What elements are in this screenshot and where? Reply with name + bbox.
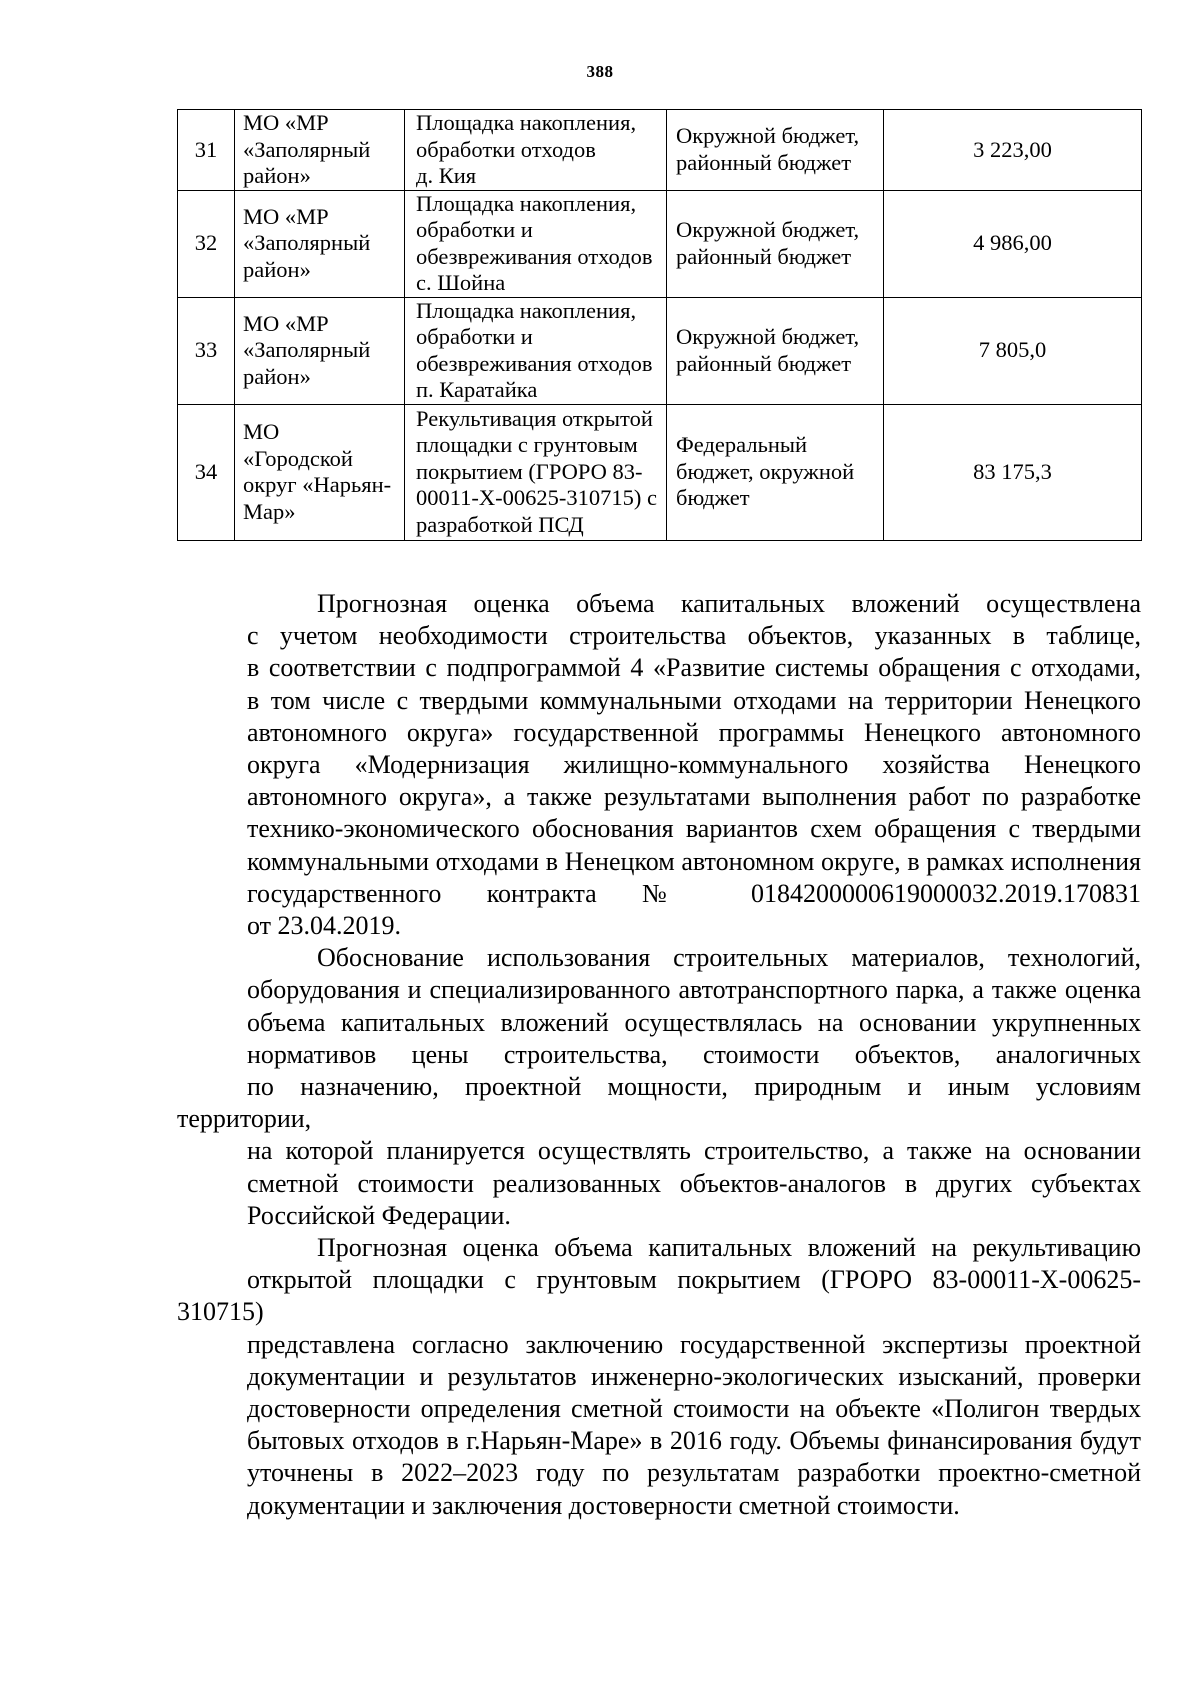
text-line: представлена согласно заключению государственной экспертизы проектной <box>247 1329 1141 1359</box>
paragraph <box>177 942 1141 1232</box>
text-line: автономного округа», а также результатами выполнения работ по разработке <box>247 782 1141 812</box>
text-line: документации и результатов инженерно-экологических изысканий, проверки <box>247 1361 1141 1391</box>
text-line: по назначению, проектной мощности, природным и иным условиям территории, <box>177 1072 1141 1134</box>
municipality-cell: МО «МР «Заполярный район» <box>235 190 405 297</box>
text-line: нормативов цены строительства, стоимости объектов, аналогичных <box>247 1039 1141 1069</box>
budget-source-cell: Окружной бюджет, районный бюджет <box>667 190 884 297</box>
row-number: 31 <box>178 110 235 191</box>
object-cell: Площадка накопления, обработки отходов д. Кия <box>405 110 667 191</box>
text-line: от 23.04.2019. <box>247 911 402 941</box>
municipality-cell: МО «МР «Заполярный район» <box>235 110 405 191</box>
text-line: в соответствии с подпрограммой 4 «Развитие системы обращения с отходами, <box>247 653 1141 683</box>
text-line: достоверности определения сметной стоимости на объекте «Полигон твердых <box>247 1394 1141 1424</box>
table-row <box>178 190 1142 297</box>
row-number: 33 <box>178 297 235 404</box>
text-line: документации и заключения достоверности сметной стоимости. <box>247 1490 960 1520</box>
text-line: с учетом необходимости строительства объектов, указанных в таблице, <box>247 621 1141 651</box>
budget-table <box>177 109 1142 541</box>
amount-cell: 3 223,00 <box>884 110 1142 191</box>
budget-source-cell: Окружной бюджет, районный бюджет <box>667 297 884 404</box>
text-line: в том числе с твердыми коммунальными отходами на территории Ненецкого <box>247 685 1141 715</box>
text-line: Российской Федерации. <box>247 1200 511 1230</box>
paragraph <box>177 588 1141 942</box>
text-line: сметной стоимости реализованных объектов-аналогов в других субъектах <box>247 1168 1141 1198</box>
budget-source-cell: Окружной бюджет, районный бюджет <box>667 110 884 191</box>
text-line: округа «Модернизация жилищно-коммунального хозяйства Ненецкого <box>247 750 1141 780</box>
page-number: 388 <box>586 62 614 81</box>
table-row <box>178 110 1142 191</box>
row-number: 32 <box>178 190 235 297</box>
table-row <box>178 297 1142 404</box>
text-line: Прогнозная оценка объема капитальных вложений осуществлена <box>317 589 1141 618</box>
object-cell: Рекультивация открытой площадки с грунтовым покрытием (ГРОРО 83- 00011-Х-00625-310715) с разработкой ПСД <box>405 404 667 540</box>
text-line: бытовых отходов в г.Нарьян-Маре» в 2016 году. Объемы финансирования будут <box>247 1426 1141 1456</box>
text-line: Прогнозная оценка объема капитальных вложений на рекультивацию <box>317 1233 1141 1263</box>
text-line: государственного контракта № 0184200000619000032.2019.170831 <box>247 878 1141 908</box>
text-line: технико-экономического обоснования вариантов схем обращения с твердыми <box>247 814 1141 844</box>
object-cell: Площадка накопления, обработки и обезвреживания отходов с. Шойна <box>405 190 667 297</box>
amount-cell: 7 805,0 <box>884 297 1142 404</box>
text-line: на которой планируется осуществлять строительство, а также на основании <box>247 1136 1141 1166</box>
object-cell: Площадка накопления, обработки и обезвреживания отходов п. Каратайка <box>405 297 667 404</box>
text-line: оборудования и специализированного автотранспортного парка, а также оценка <box>247 975 1141 1005</box>
budget-source-cell: Федеральный бюджет, окружной бюджет <box>667 404 884 540</box>
text-line: объема капитальных вложений осуществлялась на основании укрупненных <box>247 1007 1141 1037</box>
text-line: коммунальными отходами в Ненецком автономном округе, в рамках исполнения <box>247 846 1141 876</box>
text-line: уточнены в 2022–2023 году по результатам разработки проектно-сметной <box>247 1458 1141 1488</box>
text-line: открытой площадки с грунтовым покрытием (ГРОРО 83-00011-Х-00625-310715) <box>177 1265 1141 1327</box>
amount-cell: 4 986,00 <box>884 190 1142 297</box>
text-line: автономного округа» государственной программы Ненецкого автономного <box>247 717 1141 747</box>
document-body <box>177 588 1141 1522</box>
text-line: Обоснование использования строительных материалов, технологий, <box>317 943 1141 973</box>
municipality-cell: МО «МР «Заполярный район» <box>235 297 405 404</box>
paragraph <box>177 1232 1141 1522</box>
table-row <box>178 404 1142 540</box>
amount-cell: 83 175,3 <box>884 404 1142 540</box>
row-number: 34 <box>178 404 235 540</box>
municipality-cell: МО «Городской округ «Нарьян- Мар» <box>235 404 405 540</box>
